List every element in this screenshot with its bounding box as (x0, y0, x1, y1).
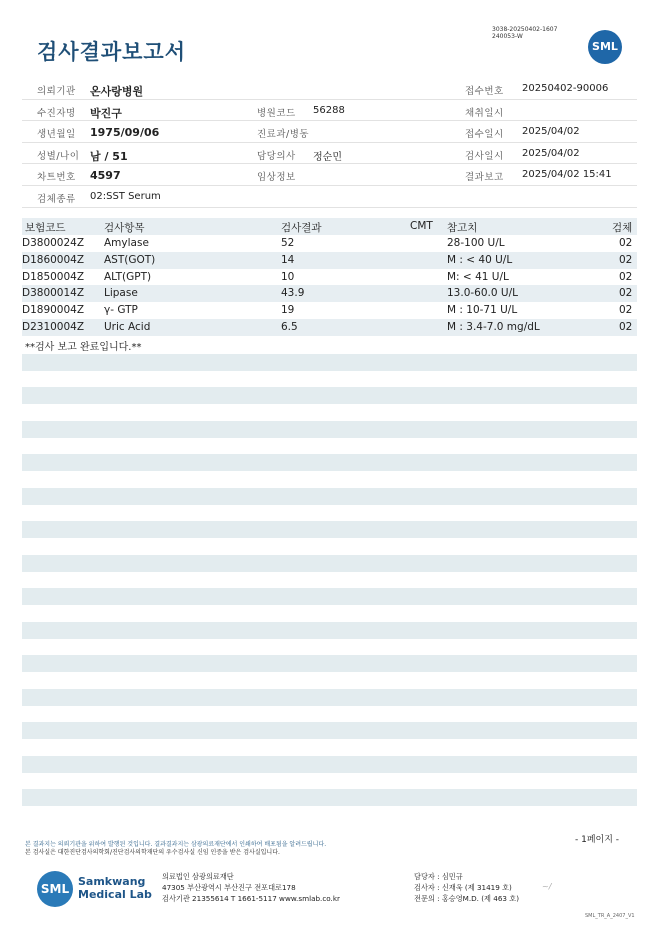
specimen-label: 검체종류 (37, 193, 76, 205)
cell-result: 52 (281, 237, 295, 249)
cell-item: γ- GTP (104, 304, 138, 317)
empty-stripe (22, 588, 637, 605)
org-name-line1: Samkwang (78, 875, 146, 888)
doctor-value: 정순민 (313, 151, 342, 163)
hospital-code-value: 56288 (313, 104, 345, 116)
info-row-3 (22, 121, 637, 143)
empty-row-stripes (22, 354, 637, 823)
doctor-label: 담당의사 (257, 150, 296, 162)
empty-stripe (22, 354, 637, 371)
report-date-value: 2025/04/02 15:41 (522, 169, 612, 181)
cell-result: 19 (281, 304, 295, 317)
cell-item: Uric Acid (104, 320, 151, 333)
clinical-label: 임상정보 (257, 172, 296, 184)
sml-logo: SML (588, 30, 622, 64)
table-body (22, 235, 637, 336)
info-row-4 (22, 143, 637, 165)
cell-code: D1890004Z (22, 304, 85, 317)
empty-stripe (22, 789, 637, 806)
cell-code: D3800024Z (22, 237, 85, 249)
test-date-value: 2025/04/02 (522, 147, 580, 159)
form-code: SML_TR_A_2407_V1 (585, 913, 635, 919)
footer-staff (414, 871, 552, 904)
cell-specimen: 02 (619, 304, 633, 317)
staff-line2: 검사자 : 신재욱 (제 31419 호) (414, 883, 512, 892)
footer-note-1: 본 결과지는 의뢰기관을 위하여 발행된 것입니다. 결과결과지는 삼광의료재단에서 인쇄하여 배포됨을 알려드립니다. (25, 841, 327, 848)
table-row (22, 285, 637, 302)
header-cmt: CMT (410, 220, 433, 232)
empty-stripe (22, 421, 637, 438)
institution-value: 온사랑병원 (90, 85, 144, 98)
sex-age-label: 성별/나이 (37, 150, 80, 162)
header-result: 검사결과 (281, 222, 322, 234)
cell-specimen: 02 (619, 270, 633, 283)
org-name-line2: Medical Lab (78, 888, 152, 901)
birth-value: 1975/09/06 (90, 126, 160, 140)
patient-value: 박진구 (90, 106, 122, 120)
cell-result: 6.5 (281, 320, 298, 333)
cell-ref: 13.0-60.0 U/L (447, 287, 518, 300)
empty-stripe (22, 488, 637, 505)
cell-code: D2310004Z (22, 320, 85, 333)
cell-result: 43.9 (281, 287, 305, 300)
empty-stripe (22, 722, 637, 739)
info-row-5 (22, 164, 637, 186)
completion-text: **검사 보고 완료입니다.** (25, 341, 142, 353)
birth-label: 생년월일 (37, 129, 76, 141)
header-specimen: 검체 (612, 222, 633, 234)
cell-result: 14 (281, 253, 295, 266)
empty-stripe (22, 655, 637, 672)
staff-line1: 담당자 : 심민규 (414, 872, 463, 881)
info-row-1 (22, 78, 637, 100)
empty-stripe (22, 689, 637, 706)
info-row-2 (22, 100, 637, 122)
empty-stripe (22, 387, 637, 404)
receipt-no-label: 접수번호 (465, 86, 504, 97)
collect-date-label: 채취일시 (465, 107, 504, 119)
report-title: 검사결과보고서 (37, 40, 187, 64)
cell-result: 10 (281, 270, 295, 283)
cell-item: Lipase (104, 287, 138, 300)
address-line1: 의료법인 삼광의료재단 (162, 872, 234, 881)
table-row (22, 319, 637, 336)
dept-label: 진료과/병동 (257, 129, 310, 141)
cell-code: D1850004Z (22, 270, 85, 283)
completion-row (22, 336, 637, 354)
header-item: 검사항목 (104, 222, 145, 234)
report-date-label: 결과보고 (465, 172, 504, 184)
table-header (22, 218, 637, 235)
receipt-date-label: 접수일시 (465, 129, 504, 141)
footer-notes (25, 841, 326, 857)
cell-ref: M : 10-71 U/L (447, 304, 518, 317)
document-number-line1: 3038-20250402-1607 (492, 26, 558, 33)
table-row (22, 252, 637, 269)
institution-label: 의뢰기관 (37, 86, 76, 97)
results-table (22, 218, 637, 354)
signature: ~/ (542, 882, 552, 891)
footer-note-2: 본 검사실은 대한진단검사의학회/진단검사의학재단의 우수검사실 신임 인증을 받은 검사실입니다. (25, 849, 280, 856)
cell-code: D1860004Z (22, 253, 85, 266)
receipt-date-value: 2025/04/02 (522, 126, 580, 138)
empty-stripe (22, 521, 637, 538)
cell-code: D3800014Z (22, 287, 85, 300)
table-row (22, 269, 637, 286)
footer-address (162, 871, 340, 904)
info-row-6 (22, 186, 637, 208)
empty-stripe (22, 756, 637, 773)
address-line2: 47305 부산광역시 부산진구 전포대로178 (162, 883, 296, 892)
cell-specimen: 02 (619, 237, 633, 249)
cell-ref: M: < 41 U/L (447, 270, 509, 283)
footer-sml-logo: SML (37, 871, 73, 907)
cell-specimen: 02 (619, 320, 633, 333)
cell-specimen: 02 (619, 253, 633, 266)
cell-item: AST(GOT) (104, 253, 156, 266)
patient-label: 수진자명 (37, 107, 76, 119)
table-row (22, 302, 637, 319)
cell-ref: M : 3.4-7.0 mg/dL (447, 320, 540, 333)
address-line3: 검사기관 21355614 T 1661-5117 www.smlab.co.kr (162, 894, 340, 903)
header-ref: 참고치 (447, 222, 478, 234)
cell-item: ALT(GPT) (104, 270, 152, 283)
patient-info-section (22, 78, 637, 208)
document-number-line2: 240053-W (492, 33, 523, 40)
cell-ref: 28-100 U/L (447, 237, 505, 249)
staff-line3: 전문의 : 홍승영M.D. (제 463 호) (414, 894, 520, 903)
cell-item: Amylase (104, 237, 149, 249)
chart-no-value: 4597 (90, 169, 121, 183)
chart-no-label: 차트번호 (37, 172, 76, 184)
empty-stripe (22, 555, 637, 572)
header-code: 보험코드 (25, 222, 66, 234)
hospital-code-label: 병원코드 (257, 107, 296, 119)
footer-org-name (78, 875, 152, 901)
table-row (22, 235, 637, 252)
empty-stripe (22, 454, 637, 471)
sex-age-value: 남 / 51 (90, 149, 128, 163)
document-number (492, 26, 557, 40)
receipt-no-value: 20250402-90006 (522, 83, 609, 94)
empty-stripe (22, 622, 637, 639)
test-date-label: 검사일시 (465, 150, 504, 162)
cell-specimen: 02 (619, 287, 633, 300)
specimen-value: 02:SST Serum (90, 190, 161, 202)
page-number: - 1페이지 - (575, 835, 620, 845)
cell-ref: M : < 40 U/L (447, 253, 513, 266)
